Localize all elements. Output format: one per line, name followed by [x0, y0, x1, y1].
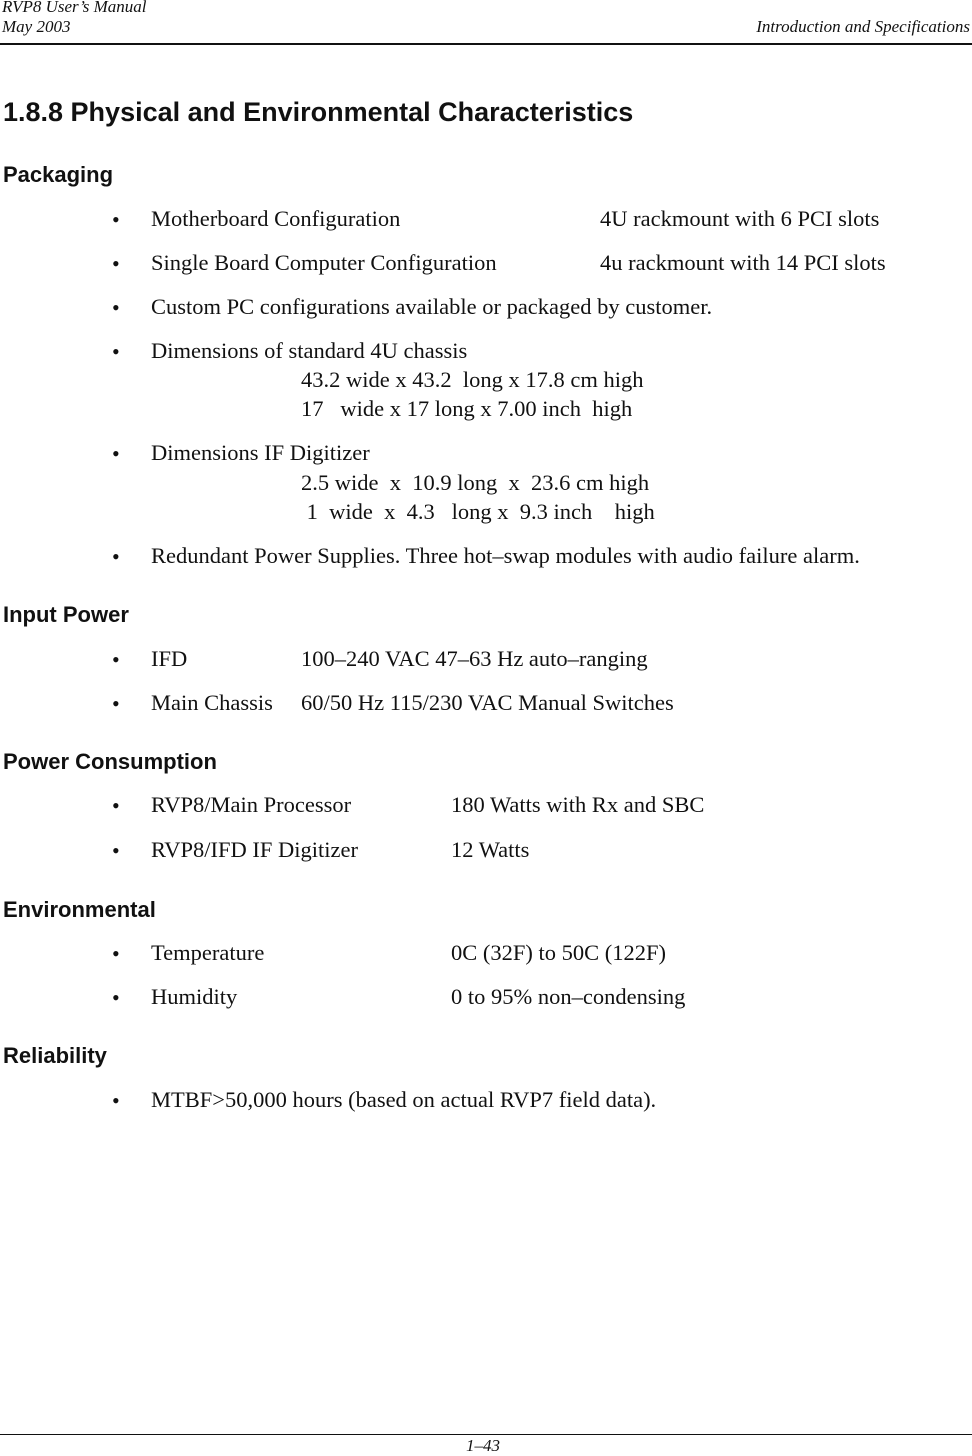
chassis-dimensions-metric: 43.2 wide x 43.2 long x 17.8 cm high [301, 367, 644, 392]
sbc-config-value: 4u rackmount with 14 PCI slots [600, 250, 886, 275]
bullet-icon: • [112, 207, 120, 232]
custom-pc-text: Custom PC configurations available or packaged by customer. [151, 294, 713, 319]
page-number: 1–43 [466, 1436, 500, 1455]
chassis-dimensions-imperial: 17 wide x 17 long x 7.00 inch high [301, 396, 633, 421]
section-title: 1.8.8 Physical and Environmental Characteristics [3, 97, 634, 127]
main-processor-value: 180 Watts with Rx and SBC [451, 792, 705, 817]
chassis-dimensions-label: Dimensions of standard 4U chassis [151, 338, 468, 363]
mtbf-text: MTBF>50,000 hours (based on actual RVP7 field data). [151, 1087, 657, 1112]
humidity-value: 0 to 95% non–condensing [451, 984, 686, 1009]
ifd-dimensions-label: Dimensions IF Digitizer [151, 440, 370, 465]
redundant-power-text: Redundant Power Supplies. Three hot–swap modules with audio failure alarm. [151, 543, 860, 568]
ifd-power-label: IFD [151, 646, 188, 671]
sbc-config-label: Single Board Computer Configuration [151, 250, 497, 275]
bullet-icon: • [112, 793, 120, 818]
header-rule [0, 43, 972, 45]
temperature-label: Temperature [151, 940, 265, 965]
ifd-power-value: 100–240 VAC 47–63 Hz auto–ranging [301, 646, 648, 671]
ifd-dimensions-metric: 2.5 wide x 10.9 long x 23.6 cm high [301, 470, 650, 495]
temperature-value: 0C (32F) to 50C (122F) [451, 940, 667, 965]
motherboard-config-value: 4U rackmount with 6 PCI slots [600, 206, 880, 231]
bullet-icon: • [112, 544, 120, 569]
chapter-title: Introduction and Specifications [756, 17, 970, 36]
footer-rule [0, 1434, 972, 1435]
motherboard-config-label: Motherboard Configuration [151, 206, 401, 231]
publication-date: May 2003 [2, 17, 71, 36]
manual-title: RVP8 User’s Manual [2, 0, 147, 16]
bullet-icon: • [112, 647, 120, 672]
power-consumption-heading: Power Consumption [3, 749, 217, 774]
bullet-icon: • [112, 838, 120, 863]
environmental-heading: Environmental [3, 897, 156, 922]
bullet-icon: • [112, 295, 120, 320]
reliability-heading: Reliability [3, 1043, 107, 1068]
bullet-icon: • [112, 1088, 120, 1113]
bullet-icon: • [112, 441, 120, 466]
input-power-heading: Input Power [3, 602, 129, 627]
bullet-icon: • [112, 985, 120, 1010]
packaging-heading: Packaging [3, 162, 114, 187]
ifd-dimensions-imperial: 1 wide x 4.3 long x 9.3 inch high [301, 499, 655, 524]
ifd-digitizer-value: 12 Watts [451, 837, 530, 862]
main-chassis-power-value: 60/50 Hz 115/230 VAC Manual Switches [301, 690, 674, 715]
bullet-icon: • [112, 941, 120, 966]
main-chassis-power-label: Main Chassis [151, 690, 273, 715]
bullet-icon: • [112, 339, 120, 364]
ifd-digitizer-label: RVP8/IFD IF Digitizer [151, 837, 358, 862]
main-processor-label: RVP8/Main Processor [151, 792, 352, 817]
bullet-icon: • [112, 251, 120, 276]
bullet-icon: • [112, 691, 120, 716]
humidity-label: Humidity [151, 984, 238, 1009]
